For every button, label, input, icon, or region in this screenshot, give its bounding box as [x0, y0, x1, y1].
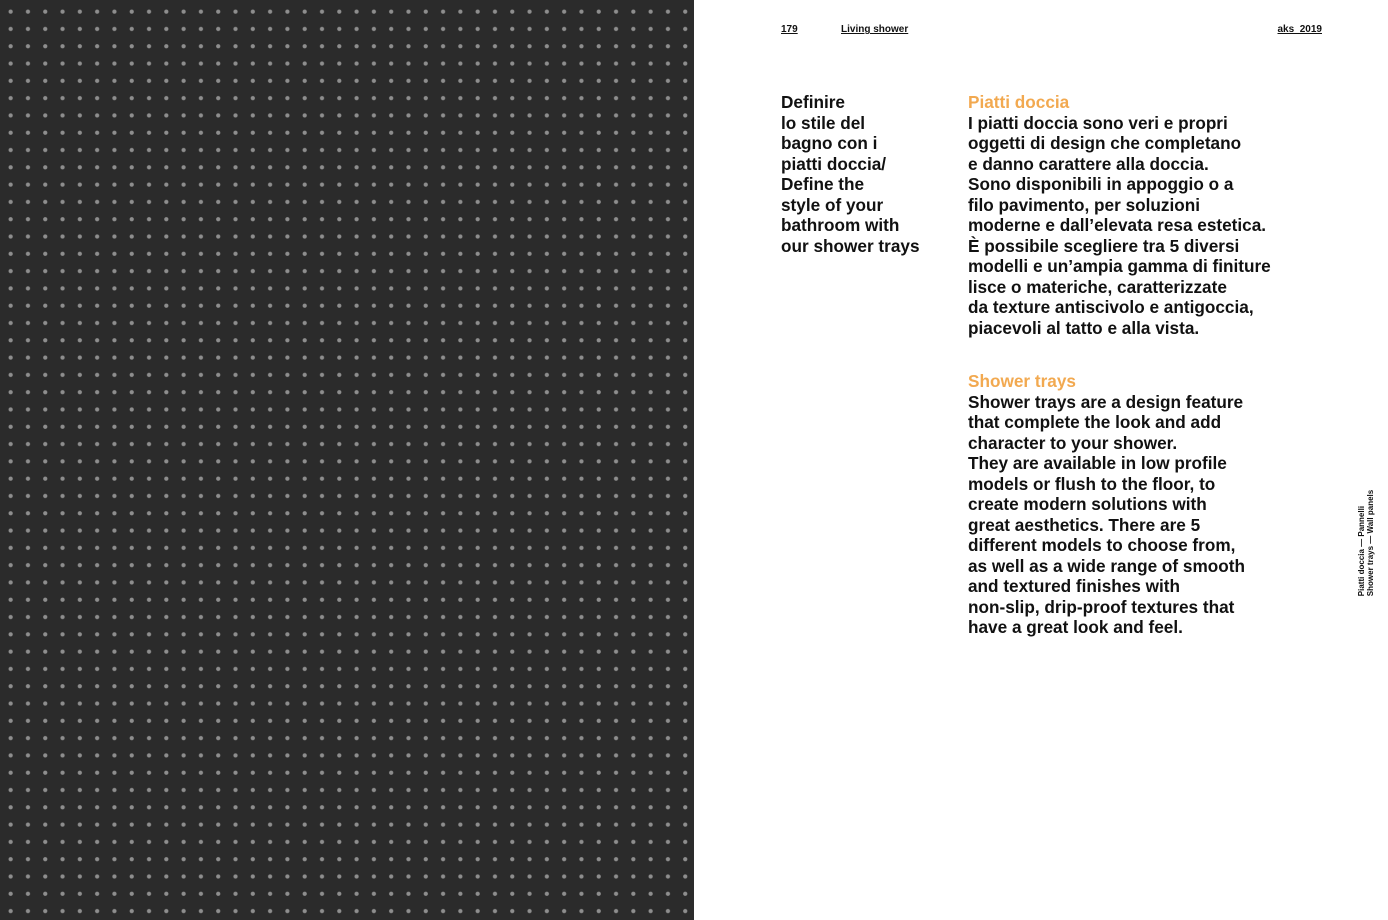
english-text-block — [968, 371, 1328, 638]
page-number: 179 — [781, 24, 798, 35]
section-title: Living shower — [841, 24, 909, 35]
italian-text-block — [968, 92, 1328, 338]
english-title: Shower trays — [968, 371, 1076, 391]
english-body: Shower trays are a design feature that complete the look and add character to your shower. They are available in low profile models or flush to the floor, to create modern solutions with great aesthetics. There are 5 different models to choose from, as well as a wide range of smooth and textured finishes with non-slip, drip-proof textures that have a great look and feel. — [968, 391, 1245, 637]
intro-heading: Definire lo stile del bagno con i piatti doccia/ Define the style of your bathroom with our shower trays — [781, 92, 920, 256]
side-label-line-1: Piatti doccia — Pannelli — [1357, 505, 1366, 597]
italian-title: Piatti doccia — [968, 92, 1070, 112]
vertical-section-label — [1357, 490, 1375, 596]
catalog-id: aks_2019 — [1277, 24, 1322, 35]
italian-body: I piatti doccia sono veri e propri oggetti di design che completano e danno carattere alla doccia. Sono disponibili in appoggio o a filo pavimento, per soluzioni moderne e dall’elevata resa estetica. È possibile scegliere tra 5 diversi modelli e un’ampia gamma di finiture lisce o materiche, caratterizzate da texture antiscivolo e antigoccia, piacevoli al tatto e alla vista. — [968, 112, 1271, 338]
text-page — [694, 0, 1388, 920]
side-label-line-2: Shower trays — Wall panels — [1366, 489, 1375, 597]
